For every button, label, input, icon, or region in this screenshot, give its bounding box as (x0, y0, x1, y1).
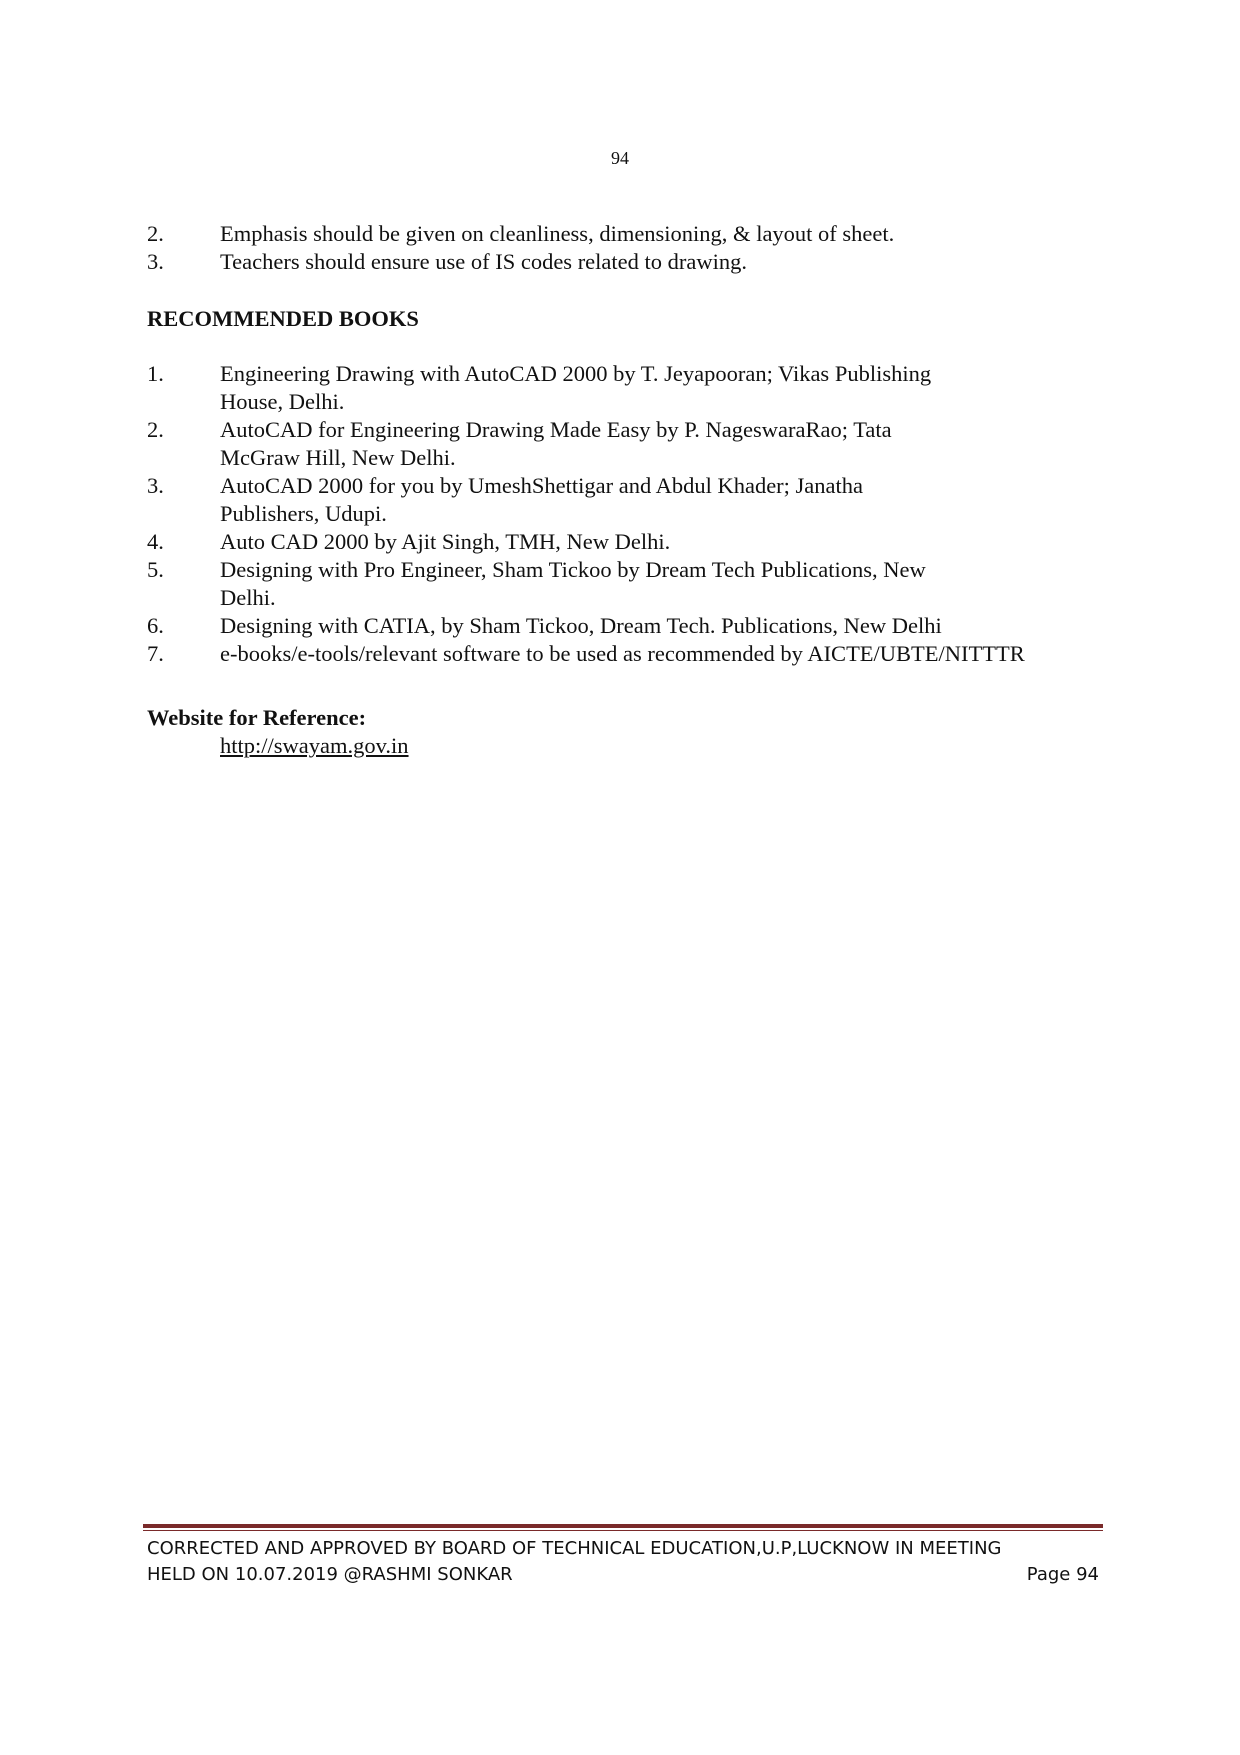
books-list (147, 360, 1127, 668)
book-line: McGraw Hill, New Delhi. (220, 445, 456, 470)
book-item (147, 640, 1127, 668)
book-number: 5. (147, 557, 164, 582)
book-item (147, 612, 1127, 640)
book-item (147, 472, 1127, 528)
notes-list (147, 220, 1127, 276)
note-item (147, 248, 1127, 276)
book-item (147, 556, 1127, 612)
footer-approval-text: CORRECTED AND APPROVED BY BOARD OF TECHNICAL EDUCATION,U.P,LUCKNOW IN MEETING (147, 1538, 1002, 1559)
book-line: Publishers, Udupi. (220, 501, 387, 526)
note-item (147, 220, 1127, 248)
book-number: 4. (147, 529, 164, 554)
book-line: Designing with Pro Engineer, Sham Tickoo by Dream Tech Publications, New (220, 557, 926, 582)
book-text (220, 556, 1127, 612)
book-line: Engineering Drawing with AutoCAD 2000 by T. Jeyapooran; Vikas Publishing (220, 361, 932, 386)
book-number: 3. (147, 473, 164, 498)
note-text: Teachers should ensure use of IS codes related to drawing. (220, 249, 748, 274)
book-text (220, 416, 1127, 472)
book-line: Auto CAD 2000 by Ajit Singh, TMH, New Delhi. (220, 529, 671, 554)
book-text (220, 472, 1127, 528)
note-text: Emphasis should be given on cleanliness, dimensioning, & layout of sheet. (220, 221, 895, 246)
book-line: Designing with CATIA, by Sham Tickoo, Dream Tech. Publications, New Delhi (220, 613, 942, 638)
website-link[interactable]: http://swayam.gov.in (220, 733, 409, 758)
footer-divider (143, 1524, 1103, 1528)
note-number: 3. (147, 249, 164, 274)
book-item (147, 416, 1127, 472)
book-text (220, 360, 1127, 416)
footer-page-number: Page 94 (1026, 1564, 1099, 1585)
book-number: 2. (147, 417, 164, 442)
book-number: 6. (147, 613, 164, 638)
book-text (220, 612, 1127, 640)
book-number: 7. (147, 641, 164, 666)
book-line: e-books/e-tools/relevant software to be used as recommended by AICTE/UBTE/NITTTR (220, 641, 1025, 666)
book-line: Delhi. (220, 585, 276, 610)
book-item (147, 528, 1127, 556)
recommended-books-heading: RECOMMENDED BOOKS (147, 306, 419, 331)
book-text (220, 528, 1127, 556)
footer-divider-thin (143, 1530, 1103, 1531)
website-heading: Website for Reference: (147, 705, 367, 730)
footer-second-line (147, 1562, 1099, 1588)
page-footer (147, 1536, 1099, 1588)
book-item (147, 360, 1127, 416)
book-line: AutoCAD for Engineering Drawing Made Easy by P. NageswaraRao; Tata (220, 417, 892, 442)
page-number-top: 94 (611, 148, 629, 168)
book-line: AutoCAD 2000 for you by UmeshShettigar and Abdul Khader; Janatha (220, 473, 864, 498)
book-text (220, 640, 1127, 668)
note-number: 2. (147, 221, 164, 246)
footer-meeting-date: HELD ON 10.07.2019 @RASHMI SONKAR (147, 1564, 513, 1585)
book-line: House, Delhi. (220, 389, 345, 414)
book-number: 1. (147, 361, 164, 386)
